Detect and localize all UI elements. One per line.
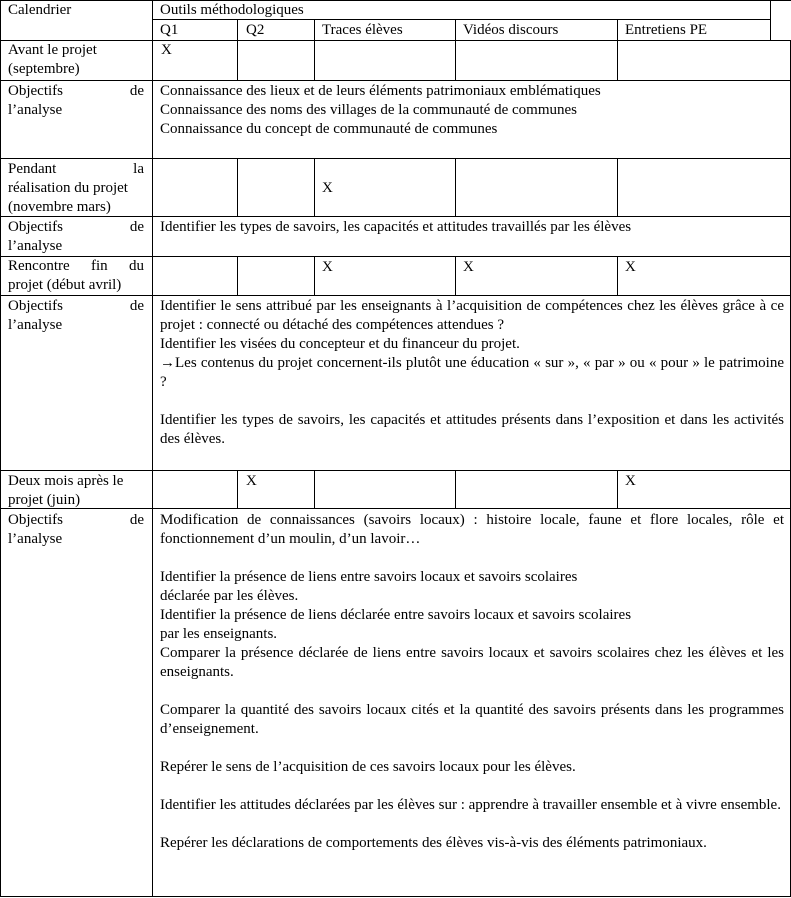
objective-text: Identifier le sens attribué par les enseignants à l’acquisition de compétences chez les élèves grâce à ce projet : connecté ou détaché des compétences attendues ? [160,298,784,333]
column-divider [314,470,315,509]
objectives-label-after [8,511,144,549]
table-border-top [0,0,791,1]
column-divider [617,158,618,217]
column-header-q2: Q2 [246,22,265,38]
header-calendar: Calendrier [8,2,72,18]
mark-after-entretiens: X [625,473,636,489]
table-border-left [0,0,1,897]
column-divider [455,256,456,296]
column-divider [455,19,456,81]
objectives-word: Objectifs [8,219,63,235]
objective-text: Repérer le sens de l’acquisition de ces savoirs locaux pour les élèves. [160,759,576,775]
mark-end-entretiens: X [625,259,636,275]
objectives-word: de [129,219,144,235]
objective-text: Connaissance des lieux et de leurs éléments patrimoniaux emblématiques [160,83,601,99]
column-divider [617,256,618,296]
objectives-label-during [8,218,144,256]
column-divider [617,19,618,81]
objective-text: Identifier les types de savoirs, les capacités et attitudes travaillés par les élèves [160,219,632,235]
row-label-after [8,472,144,510]
objectives-word: l’analyse [8,531,63,547]
row-label-line: Deux mois après le [8,473,124,489]
row-divider [0,470,791,471]
column-divider [455,158,456,217]
column-header-q1: Q1 [160,22,179,38]
objectives-word: de [129,512,144,528]
mark-during-traces: X [322,180,333,196]
row-label-during [8,160,144,217]
row-label-end [8,257,144,295]
row-divider [0,295,791,296]
row-label-line: fin [90,258,108,274]
objective-text: Identifier les visées du concepteur et du financeur du projet. [160,336,520,352]
objective-text: Connaissance du concept de communauté de communes [160,121,498,137]
column-divider [237,19,238,81]
row-label-line: (novembre mars) [8,199,111,215]
objectives-block-end [160,297,784,449]
row-label-line: du [129,258,144,274]
objective-text: Identifier la présence de liens entre savoirs locaux et savoirs scolaires [160,569,578,585]
objectives-word: Objectifs [8,298,63,314]
column-divider [237,158,238,217]
objectives-word: de [129,83,144,99]
row-label-line: projet (juin) [8,492,81,508]
row-label-before [8,41,144,79]
column-header-traces: Traces élèves [322,22,403,38]
column-header-entretiens: Entretiens PE [625,22,708,38]
objective-text: →Les contenus du projet concernent-ils plutôt une éducation « sur », « par » ou « pour » le patrimoine ? [160,355,784,390]
objective-text: déclarée par les élèves. [160,588,299,604]
table-border-bottom [0,896,791,897]
row-label-line: réalisation du projet [8,180,128,196]
objective-text: Connaissance des noms des villages de la communauté de communes [160,102,577,118]
row-label-line: Avant le projet [8,42,97,58]
objective-text: Identifier la présence de liens déclarée entre savoirs locaux et savoirs scolaires [160,607,632,623]
objectives-word: l’analyse [8,238,63,254]
column-divider [237,256,238,296]
objective-text: Modification de connaissances (savoirs locaux) : histoire locale, faune et flore locales, rôle et fonctionnement d’un moulin, d’un lavoir… [160,512,784,547]
column-divider [617,470,618,509]
column-divider [152,0,153,897]
column-divider [314,256,315,296]
column-divider [314,19,315,81]
column-header-videos: Vidéos discours [463,22,559,38]
column-divider [455,470,456,509]
mark-after-q2: X [246,473,257,489]
mark-end-videos: X [463,259,474,275]
objective-text: Identifier les types de savoirs, les capacités et attitudes présents dans l’exposition et dans les activités des élèves. [160,412,784,447]
mark-before-q1: X [161,42,172,58]
objectives-word: l’analyse [8,102,63,118]
objectives-block-after [160,511,784,853]
column-divider [237,470,238,509]
row-label-line: la [133,161,144,177]
objective-text: Comparer la quantité des savoirs locaux cités et la quantité des savoirs présents dans les programmes d’enseignement. [160,702,784,737]
objectives-word: de [129,298,144,314]
objectives-label-end [8,297,144,335]
objective-text: Repérer les déclarations de comportements des élèves vis-à-vis des éléments patrimoniaux. [160,835,707,851]
row-label-line: Pendant [8,161,57,177]
objectives-word: Objectifs [8,512,63,528]
row-label-line: Rencontre [8,258,70,274]
objective-text: par les enseignants. [160,626,278,642]
objective-text: Comparer la présence déclarée de liens entre savoirs locaux et savoirs scolaires chez les élèves et les enseignants. [160,645,784,680]
objectives-word: Objectifs [8,83,63,99]
objectives-label-before [8,82,144,120]
row-label-line: (septembre) [8,61,80,77]
mark-end-traces: X [322,259,333,275]
objective-text: Identifier les attitudes déclarées par les élèves sur : apprendre à travailler ensemble et à vivre ensemble. [160,797,781,813]
objectives-word: l’analyse [8,317,63,333]
header-tools: Outils méthodologiques [160,2,304,18]
row-label-line: projet (début avril) [8,277,122,293]
row-divider [0,158,791,159]
table-border-right-top [770,0,771,40]
column-divider [314,158,315,217]
row-divider [0,80,791,81]
